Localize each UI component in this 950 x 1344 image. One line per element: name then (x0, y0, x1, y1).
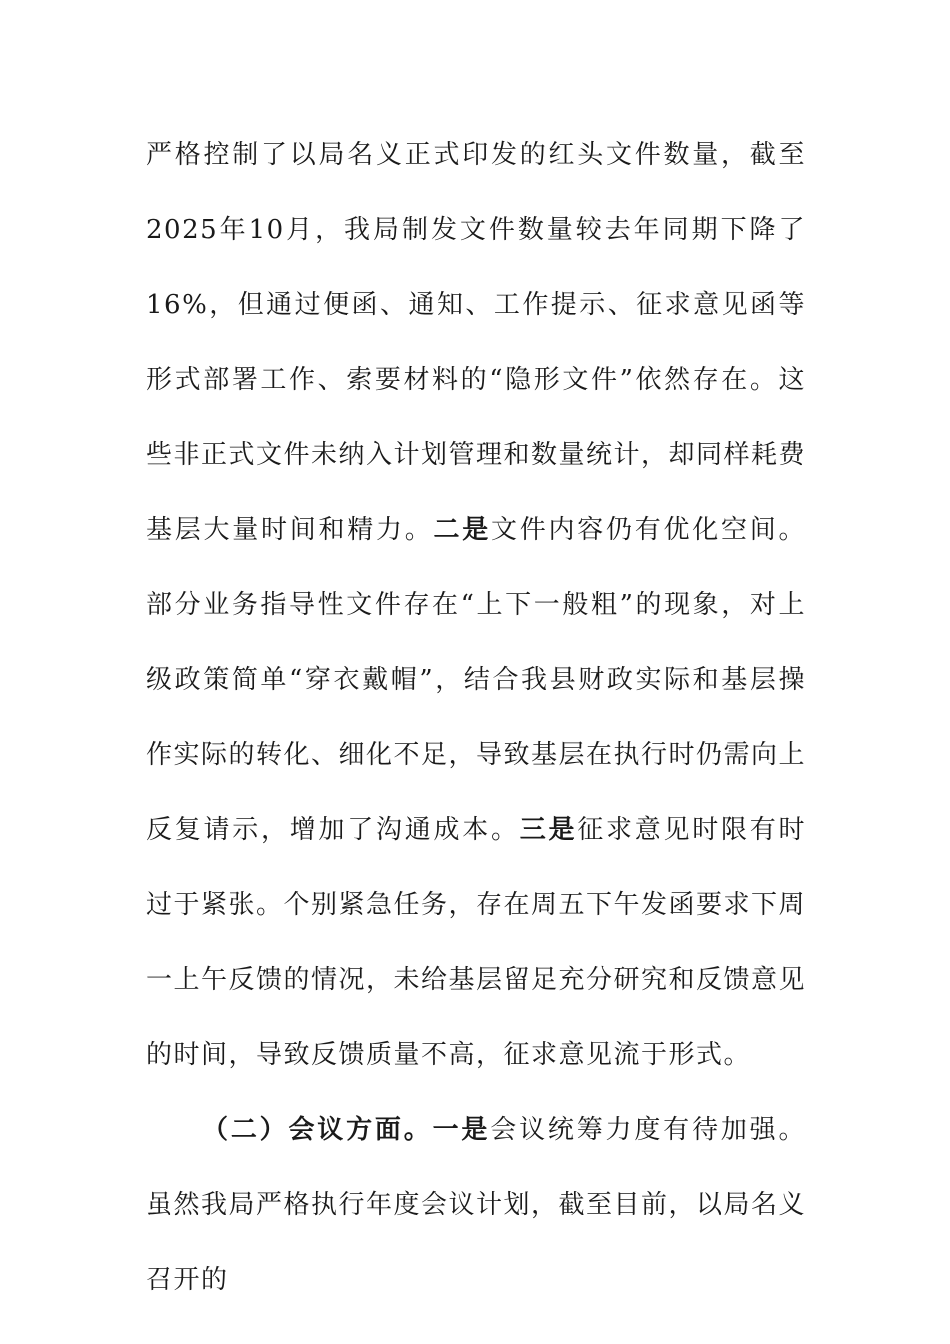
paragraph-text: 严格控制了以局名义正式印发的红头文件数量，截至2025年10月，我局制发文件数量较去年同期下降了16%，但通过便函、通知、工作提示、征求意见函等形式部署工作、索要材料的“隐形文件”依然存在。这些非正式文件未纳入计划管理和数量统计，却同样耗费基层大量时间和精力。 (146, 140, 807, 545)
document-body (146, 118, 806, 1318)
paragraph-documents (146, 118, 806, 1093)
bold-marker: 一是 (432, 1115, 491, 1145)
paragraph-text: 会议统筹力度有待加强。虽然我局严格执行年度会议计划，截至目前，以局名义召开的 (146, 1115, 807, 1295)
bold-marker: 三是 (519, 815, 578, 845)
paragraph-text: 文件内容仍有优化空间。部分业务指导性文件存在“上下一般粗”的现象，对上级政策简单“穿衣戴帽”，结合我县财政实际和基层操作实际的转化、细化不足，导致基层在执行时仍需向上反复请示，增加了沟通成本。 (146, 515, 807, 845)
paragraph-text: 征求意见时限有时过于紧张。个别紧急任务，存在周五下午发函要求下周一上午反馈的情况，未给基层留足充分研究和反馈意见的时间，导致反馈质量不高，征求意见流于形式。 (146, 815, 807, 1070)
bold-marker: 二是 (433, 515, 491, 545)
section-heading: （二）会议方面。 (202, 1115, 433, 1145)
paragraph-meetings (146, 1093, 806, 1318)
